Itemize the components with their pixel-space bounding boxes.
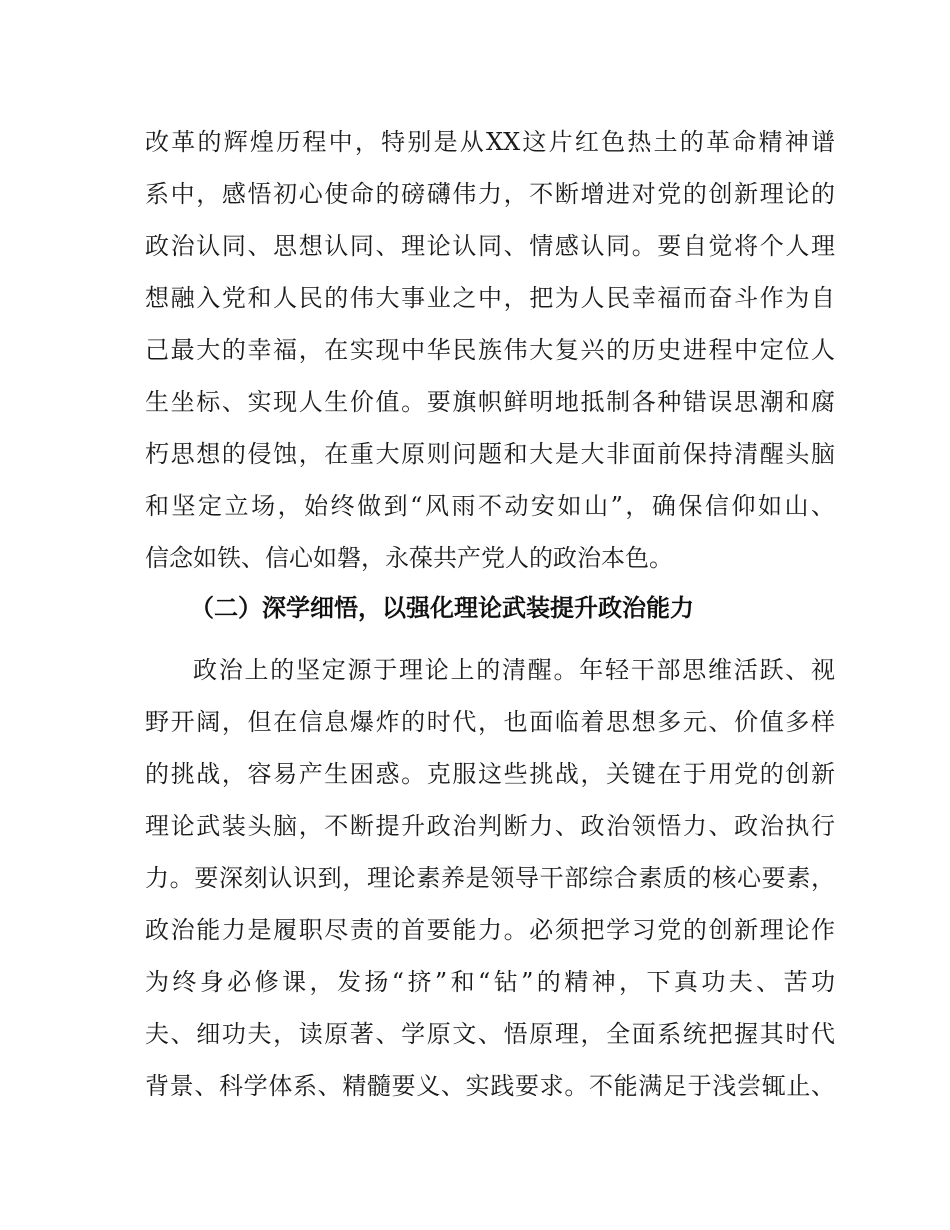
paragraph-line: 朽思想的侵蚀，在重大原则问题和大是大非面前保持清醒头脑 [145,440,835,468]
paragraph-line: 改革的辉煌历程中，特别是从XX这片红色热土的革命精神谱 [145,128,835,156]
paragraph-line: 夫、细功夫，读原著、学原文、悟原理，全面系统把握其时代 [145,1020,835,1048]
paragraph-line: 系中，感悟初心使命的磅礴伟力，不断增进对党的创新理论的 [145,180,835,208]
paragraph-line: 的挑战，容易产生困惑。克服这些挑战，关键在于用党的创新 [145,760,835,788]
paragraph-line: 生坐标、实现人生价值。要旗帜鲜明地抵制各种错误思潮和腐 [145,388,835,416]
paragraph-line: 背景、科学体系、精髓要义、实践要求。不能满足于浅尝辄止、 [145,1072,835,1100]
paragraph-line: 力。要深刻认识到，理论素养是领导干部综合素质的核心要素， [145,864,835,892]
paragraph-line: 政治认同、思想认同、理论认同、情感认同。要自觉将个人理 [145,232,835,260]
paragraph-line: 己最大的幸福，在实现中华民族伟大复兴的历史进程中定位人 [145,336,835,364]
paragraph-line: 信念如铁、信心如磐，永葆共产党人的政治本色。 [145,544,673,572]
paragraph-line: 政治能力是履职尽责的首要能力。必须把学习党的创新理论作 [145,916,835,944]
paragraph-line: 野开阔，但在信息爆炸的时代，也面临着思想多元、价值多样 [145,708,835,736]
paragraph-line: 想融入党和人民的伟大事业之中，把为人民幸福而奋斗作为自 [145,284,835,312]
paragraph-line: 理论武装头脑，不断提升政治判断力、政治领悟力、政治执行 [145,812,835,840]
paragraph-line: 政治上的坚定源于理论上的清醒。年轻干部思维活跃、视 [193,656,835,684]
paragraph-line: 和坚定立场，始终做到“风雨不动安如山”，确保信仰如山、 [145,492,835,520]
paragraph-line: 为终身必修课，发扬“挤”和“钻”的精神，下真功夫、苦功 [145,968,835,996]
section-heading: （二）深学细悟，以强化理论武装提升政治能力 [190,594,694,622]
